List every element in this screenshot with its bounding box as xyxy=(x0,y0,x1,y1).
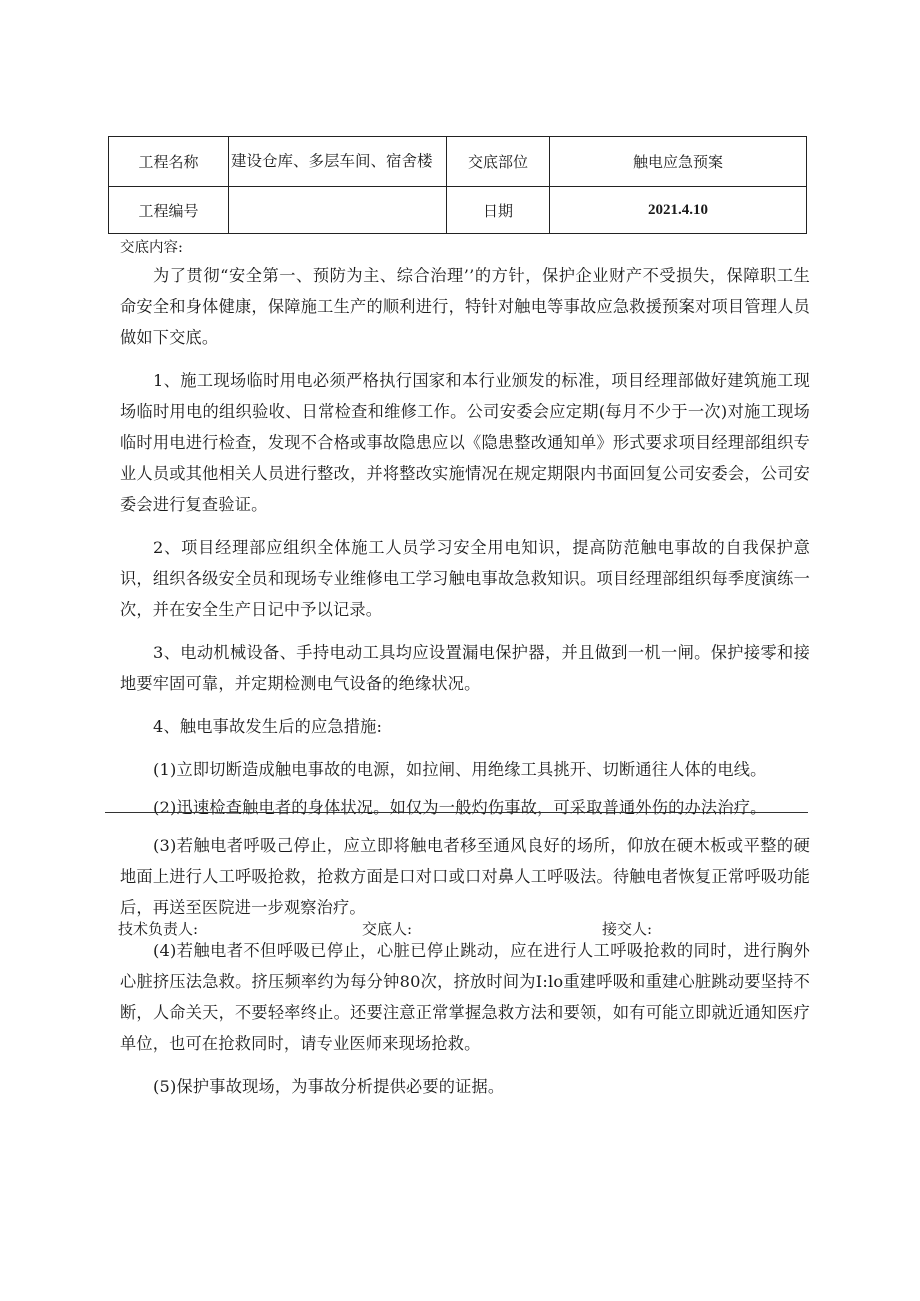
paragraph-item-3: 3、电动机械设备、手持电动工具均应设置漏电保护器，并且做到一机一闸。保护接零和接地要牢固可靠，并定期检测电气设备的绝缘状况。 xyxy=(120,643,810,693)
paragraph-intro: 为了贯彻“安全第一、预防为主、综合治理’’的方针，保护企业财产不受损失，保障职工生命安全和身体健康，保障施工生产的顺利进行，特针对触电等事故应急救援预案对项目管理人员做如下交底。 xyxy=(120,266,810,347)
project-name-label: 工程名称 xyxy=(109,137,229,187)
project-name-value: 建设仓库、多层车间、宿舍楼 xyxy=(229,137,447,187)
receiver-signature: 接交人: xyxy=(602,920,653,938)
technical-lead-signature: 技术负责人: xyxy=(118,920,199,938)
content-body xyxy=(120,260,810,1102)
paragraph-measure-3: (3)若触电者呼吸己停止，应立即将触电者移至通风良好的场所，仰放在硬木板或平整的硬地面上进行人工呼吸抢救，抢救方面是口对口或口对鼻人工呼吸法。待触电者恢复正常呼吸功能后，再送至医院进一步观察治疗。 xyxy=(120,836,810,917)
signature-divider xyxy=(105,812,808,813)
date-value: 2021.4.10 xyxy=(550,187,807,234)
project-number-label: 工程编号 xyxy=(109,187,229,234)
paragraph-measure-5: (5)保护事故现场，为事故分析提供必要的证据。 xyxy=(153,1077,505,1096)
table-row xyxy=(109,137,807,187)
project-number-value xyxy=(229,187,447,234)
presenter-signature: 交底人: xyxy=(362,920,413,938)
handover-part-value: 触电应急预案 xyxy=(550,137,807,187)
paragraph-measure-2: (2)迅速检查触电者的身体状况。如仅为一般灼伤事故，可采取普通外伤的办法治疗。 xyxy=(153,798,767,817)
paragraph-measure-4: (4)若触电者不但呼吸已停止，心脏已停止跳动，应在进行人工呼吸抢救的同时，进行胸外心脏挤压法急救。挤压频率约为每分钟80次，挤放时间为I:lo重建呼吸和重建心脏跳动要坚持不断，人命关天，不要轻率终止。还要注意正常掌握急救方法和要领，如有可能立即就近通知医疗单位，也可在抢救同时，请专业医师来现场抢救。 xyxy=(120,941,810,1053)
paragraph-item-4: 4、触电事故发生后的应急措施: xyxy=(153,717,383,736)
paragraph-measure-1: (1)立即切断造成触电事故的电源，如拉闸、用绝缘工具挑开、切断通往人体的电线。 xyxy=(153,760,767,779)
paragraph-item-1: 1、施工现场临时用电必须严格执行国家和本行业颁发的标准，项目经理部做好建筑施工现场临时用电的组织验收、日常检查和维修工作。公司安委会应定期(每月不少于一次)对施工现场临时用电进行检查，发现不合格或事故隐患应以《隐患整改通知单》形式要求项目经理部组织专业人员或其他相关人员进行整改，并将整改实施情况在规定期限内书面回复公司安委会，公司安委会进行复查验证。 xyxy=(120,371,810,514)
content-label: 交底内容: xyxy=(120,240,183,256)
handover-part-label: 交底部位 xyxy=(447,137,550,187)
date-label: 日期 xyxy=(447,187,550,234)
table-row xyxy=(109,187,807,234)
header-table xyxy=(108,136,807,234)
paragraph-item-2: 2、项目经理部应组织全体施工人员学习安全用电知识，提高防范触电事故的自我保护意识，组织各级安全员和现场专业维修电工学习触电事故急救知识。项目经理部组织每季度演练一次，并在安全生产日记中予以记录。 xyxy=(120,538,810,619)
